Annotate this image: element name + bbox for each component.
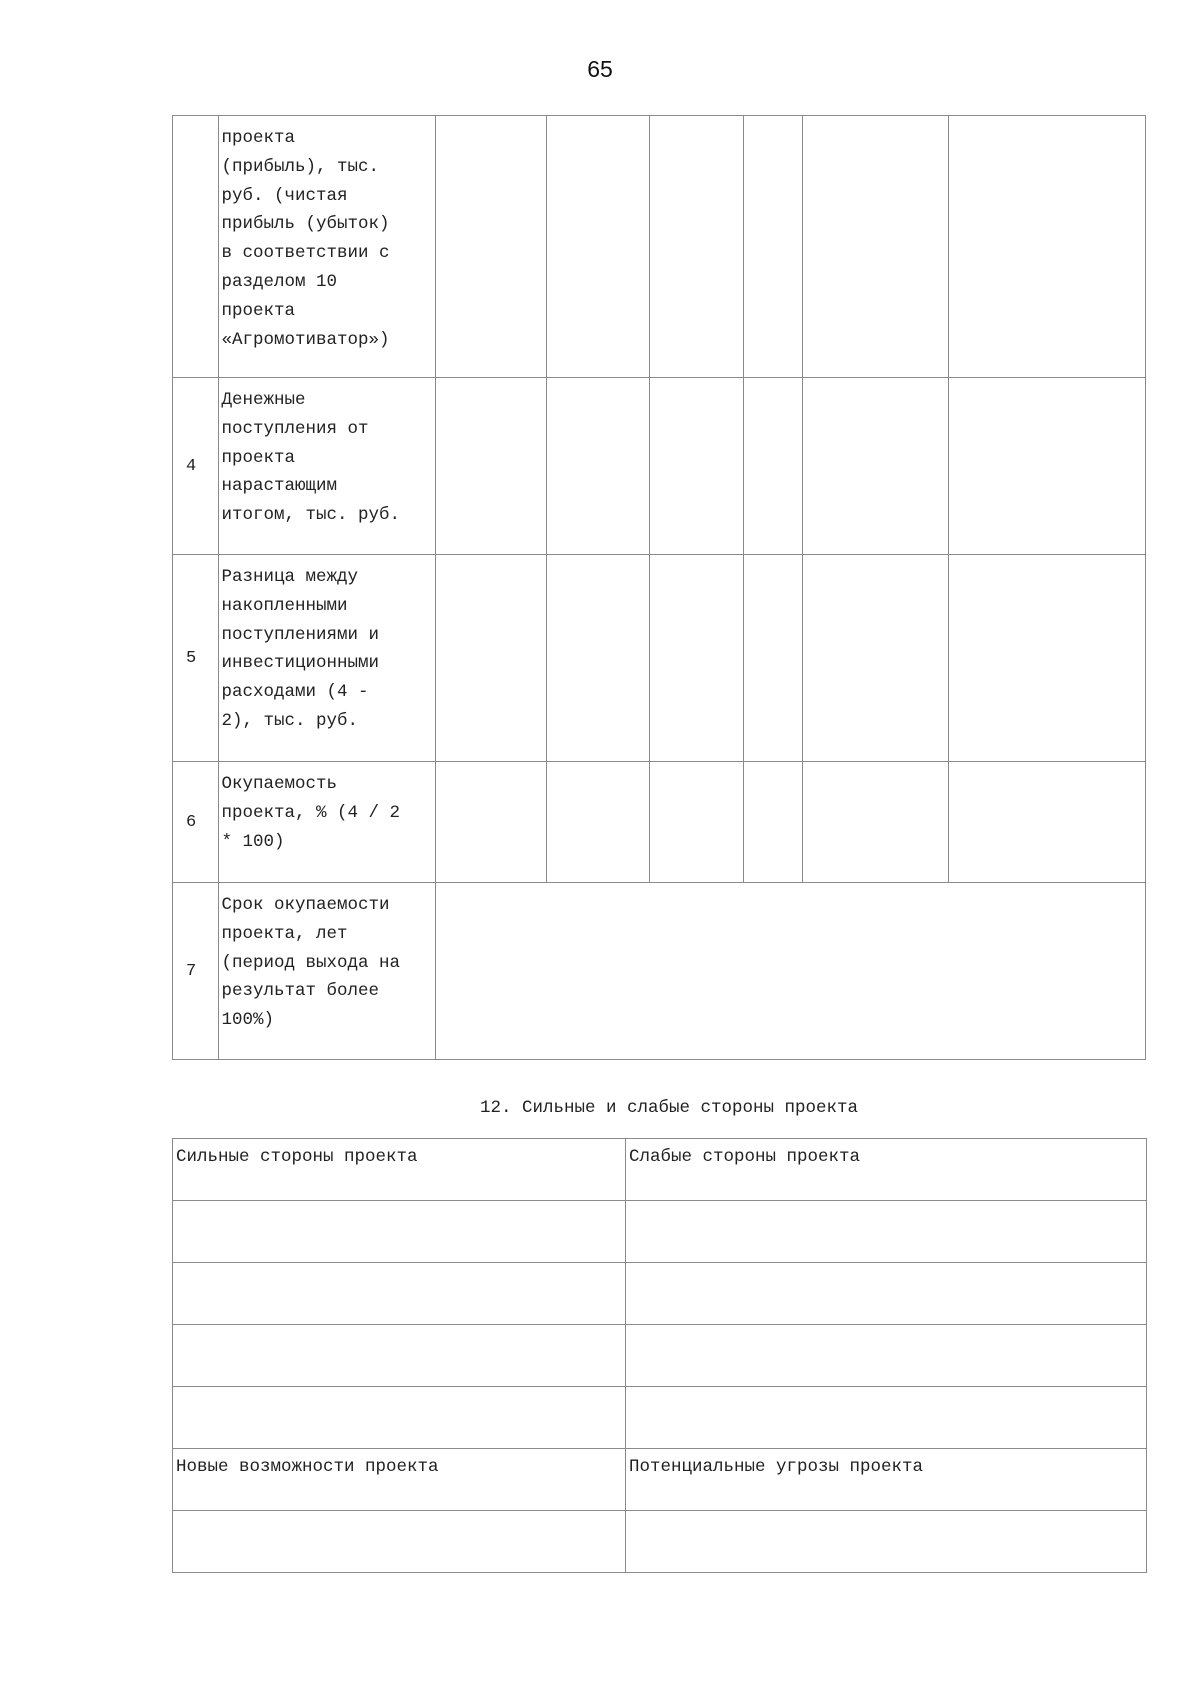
table-row [173, 1387, 1147, 1449]
value-cell[interactable] [547, 555, 650, 762]
value-cell[interactable] [435, 762, 546, 883]
weakness-cell[interactable] [626, 1263, 1147, 1325]
weakness-cell[interactable] [626, 1201, 1147, 1263]
page-number: 65 [587, 56, 613, 82]
strength-cell[interactable] [173, 1387, 626, 1449]
value-cell[interactable] [650, 116, 744, 378]
threat-cell[interactable] [626, 1511, 1147, 1573]
section-title: 12. Сильные и слабые стороны проекта [480, 1098, 859, 1118]
financial-indicators-table [172, 115, 1146, 1060]
value-cell[interactable] [744, 555, 803, 762]
value-cell[interactable] [803, 555, 949, 762]
table-row [173, 1139, 1147, 1201]
table-row [173, 883, 1146, 1060]
row-number-cell: 6 [173, 762, 219, 883]
table-row [173, 378, 1146, 555]
row-label-cell: Окупаемость проекта, % (4 / 2 * 100) [218, 762, 435, 883]
row-label-cell: проекта (прибыль), тыс. руб. (чистая прибыль (убыток) в соответствии с разделом 10 проекта «Агромотиватор») [218, 116, 435, 378]
table-row [173, 1325, 1147, 1387]
value-cell[interactable] [650, 378, 744, 555]
weakness-cell[interactable] [626, 1387, 1147, 1449]
value-cell[interactable] [650, 762, 744, 883]
weaknesses-header: Слабые стороны проекта [626, 1139, 1147, 1201]
weakness-cell[interactable] [626, 1325, 1147, 1387]
value-cell[interactable] [948, 555, 1145, 762]
value-cell[interactable] [744, 378, 803, 555]
value-cell[interactable] [435, 555, 546, 762]
table-row [173, 1201, 1147, 1263]
row-label-cell: Денежные поступления от проекта нарастающим итогом, тыс. руб. [218, 378, 435, 555]
value-cell[interactable] [803, 378, 949, 555]
table-row [173, 555, 1146, 762]
table-row [173, 1449, 1147, 1511]
value-cell[interactable] [803, 116, 949, 378]
value-cell[interactable] [803, 762, 949, 883]
value-cell[interactable] [435, 378, 546, 555]
table-row [173, 1511, 1147, 1573]
value-cell[interactable] [547, 378, 650, 555]
swot-table [172, 1138, 1147, 1573]
value-cell[interactable] [948, 116, 1145, 378]
strength-cell[interactable] [173, 1263, 626, 1325]
row-label-cell: Срок окупаемости проекта, лет (период выхода на результат более 100%) [218, 883, 435, 1060]
opportunities-header: Новые возможности проекта [173, 1449, 626, 1511]
opportunity-cell[interactable] [173, 1511, 626, 1573]
value-cell[interactable] [547, 116, 650, 378]
strengths-header: Сильные стороны проекта [173, 1139, 626, 1201]
value-cell[interactable] [650, 555, 744, 762]
row-label-cell: Разница между накопленными поступлениями и инвестиционными расходами (4 - 2), тыс. руб. [218, 555, 435, 762]
table-row [173, 116, 1146, 378]
row-number-cell: 4 [173, 378, 219, 555]
table-row [173, 1263, 1147, 1325]
strength-cell[interactable] [173, 1201, 626, 1263]
value-cell[interactable] [948, 378, 1145, 555]
row-number-cell: 5 [173, 555, 219, 762]
value-cell[interactable] [435, 116, 546, 378]
row-number-cell [173, 116, 219, 378]
merged-value-cell[interactable] [435, 883, 1145, 1060]
threats-header: Потенциальные угрозы проекта [626, 1449, 1147, 1511]
value-cell[interactable] [744, 116, 803, 378]
strength-cell[interactable] [173, 1325, 626, 1387]
value-cell[interactable] [744, 762, 803, 883]
table-row [173, 762, 1146, 883]
row-number-cell: 7 [173, 883, 219, 1060]
value-cell[interactable] [948, 762, 1145, 883]
value-cell[interactable] [547, 762, 650, 883]
